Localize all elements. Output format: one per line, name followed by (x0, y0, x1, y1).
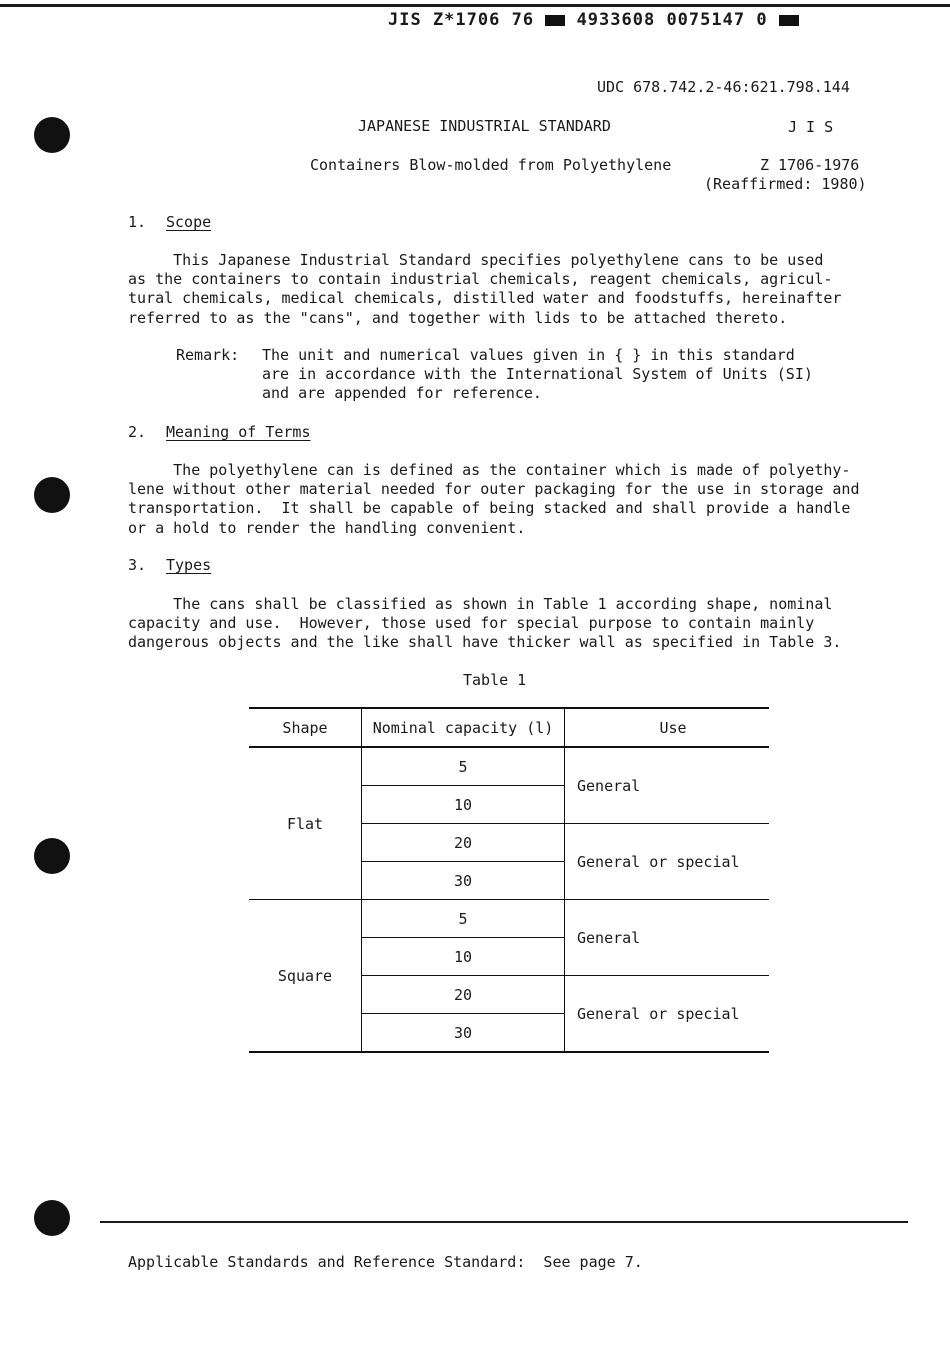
section-2-title: Meaning of Terms (166, 423, 311, 441)
document-code-header (388, 10, 799, 30)
section-3-number: 3. (128, 556, 147, 574)
capacity-cell: 20 (362, 976, 565, 1014)
top-rule (0, 4, 950, 7)
footer-note: Applicable Standards and Reference Standard: See page 7. (128, 1253, 643, 1271)
table-row (249, 747, 769, 786)
capacity-cell: 30 (362, 1014, 565, 1053)
footer-rule (100, 1221, 908, 1223)
shape-cell: Square (249, 900, 362, 1053)
section-1-number: 1. (128, 213, 147, 231)
shape-cell: Flat (249, 747, 362, 900)
page-title: Containers Blow-molded from Polyethylene (310, 156, 672, 174)
table-header-row (249, 708, 769, 747)
punch-hole (34, 477, 70, 513)
capacity-cell: 5 (362, 900, 565, 938)
doc-code: JIS Z*1706 76 (388, 10, 535, 30)
punch-hole (34, 838, 70, 874)
section-3-title: Types (166, 556, 212, 574)
header-use: Use (565, 708, 770, 747)
section-1-title: Scope (166, 213, 212, 231)
capacity-cell: 10 (362, 786, 565, 824)
section-1-body: This Japanese Industrial Standard specifies polyethylene cans to be used as the containers to contain industrial chemicals, reagent chemicals, agricul- tural chemicals, medical chemicals, distilled water and foodstuffs, hereinafter referred to as the "cans", and together with lids to be attached thereto. (128, 251, 842, 327)
capacity-cell: 20 (362, 824, 565, 862)
section-2-number: 2. (128, 423, 147, 441)
header-capacity: Nominal capacity (l) (362, 708, 565, 747)
use-cell: General (565, 900, 770, 976)
standard-number: Z 1706-1976 (760, 156, 860, 174)
block-mark (545, 15, 565, 26)
reaffirmed-note: (Reaffirmed: 1980) (704, 175, 867, 193)
punch-hole (34, 1200, 70, 1236)
udc-number: UDC 678.742.2-46:621.798.144 (597, 78, 850, 96)
jis-mark: J I S (788, 118, 834, 136)
section-3-body: The cans shall be classified as shown in Table 1 according shape, nominal capacity and use. However, those used for special purpose to contain mainly dangerous objects and the like shall have thicker wall as specified in Table 3. (128, 595, 842, 652)
table-row (249, 900, 769, 938)
remark-text: The unit and numerical values given in { } in this standard are in accordance with the International System of Units (SI) and are appended for reference. (262, 346, 813, 403)
section-2-body: The polyethylene can is defined as the container which is made of polyethy- lene without other material needed for outer packaging for the use in storage and transportation. It shall be capable of being stacked and shall provide a handle or a hold to render the handling convenient. (128, 461, 860, 537)
use-cell: General or special (565, 976, 770, 1053)
header-shape: Shape (249, 708, 362, 747)
capacity-cell: 30 (362, 862, 565, 900)
doc-code-mid: 4933608 0075147 0 (576, 10, 768, 30)
use-cell: General or special (565, 824, 770, 900)
block-mark (779, 15, 799, 26)
use-cell: General (565, 747, 770, 824)
table-caption: Table 1 (463, 671, 527, 689)
remark-label: Remark: (176, 346, 240, 364)
capacity-cell: 5 (362, 747, 565, 786)
standard-org: JAPANESE INDUSTRIAL STANDARD (358, 117, 611, 135)
capacity-cell: 10 (362, 938, 565, 976)
punch-hole (34, 117, 70, 153)
types-table (249, 707, 769, 1053)
